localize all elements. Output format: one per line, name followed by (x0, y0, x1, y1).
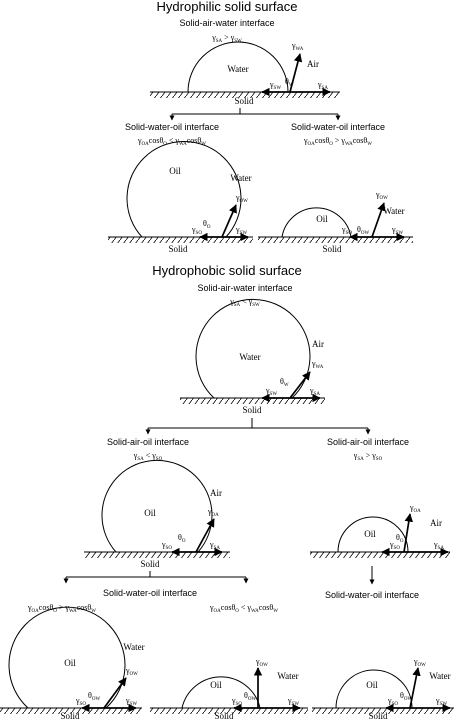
gamma-oa: $\gamma_{OA}$ (208, 507, 219, 518)
interface-label: Solid-water-oil interface (290, 122, 386, 132)
oil-droplet (127, 141, 241, 237)
branch-hydrophobic-sub (66, 571, 246, 583)
solid-label: Solid (234, 96, 254, 106)
oil-label: Oil (144, 508, 156, 518)
interface-label-after: Solid-water-oil interface (324, 590, 420, 600)
solid-label: Solid (140, 559, 160, 569)
panel-hydrophobic-sao-right (310, 437, 450, 600)
oil-label: Oil (364, 529, 376, 539)
gamma-so: $\gamma_{SO}$ (390, 540, 400, 551)
theta-o: $\theta_O$ (178, 533, 186, 544)
gamma-so: $\gamma_{SO}$ (388, 696, 398, 707)
hydrophilic-title: Hydrophilic solid surface (156, 0, 298, 14)
water-label: Water (429, 671, 451, 681)
relation-bottom-left: $\gamma_{OA}\cos\theta_O > \gamma_{WA}\cos\theta_W$ (27, 603, 97, 614)
gamma-ow: $\gamma_{OW}$ (256, 657, 268, 668)
oil-label: Oil (64, 658, 76, 668)
relation-oa-lt-wa: $\gamma_{OA}\cos\theta_O < \gamma_{WA}\cos\theta_W$ (137, 136, 207, 147)
air-label: Air (210, 488, 222, 498)
solid-label: Solid (214, 711, 234, 721)
oil-label: Oil (210, 680, 222, 690)
gamma-ow: $\gamma_{OW}$ (236, 193, 248, 204)
panel-hydrophobic-saw (180, 283, 325, 415)
interface-label: Solid-air-water interface (179, 18, 275, 28)
relation-sa-gt-sw: $\gamma_{SA} > \gamma_{SW}$ (212, 33, 242, 44)
theta-w: $\theta_W$ (285, 77, 294, 88)
oil-droplet (102, 460, 212, 552)
water-label: Water (239, 352, 261, 362)
gamma-so: $\gamma_{SO}$ (232, 696, 242, 707)
oil-label: Oil (366, 680, 378, 690)
interface-label: Solid-air-water interface (197, 283, 293, 293)
interface-label: Solid-water-oil interface (124, 122, 220, 132)
vector-ow (222, 205, 236, 237)
theta-o: $\theta_O$ (396, 533, 404, 544)
interface-label: Solid-air-oil interface (106, 437, 190, 447)
gamma-sa: $\gamma_{SA}$ (310, 386, 320, 397)
gamma-sa: $\gamma_{SA}$ (318, 80, 328, 91)
gamma-sa: $\gamma_{SA}$ (434, 540, 444, 551)
water-label: Water (277, 671, 299, 681)
solid-hatch (258, 237, 413, 243)
air-label: Air (430, 518, 442, 528)
oil-label: Oil (169, 166, 181, 176)
solid-label: Solid (242, 405, 262, 415)
relation-bottom-middle: $\gamma_{OA}\cos\theta_O < \gamma_{WA}\cos\theta_W$ (209, 603, 279, 614)
panel-hydrophobic-swo-left (0, 607, 145, 721)
vector-ow (410, 668, 418, 708)
gamma-wa: $\gamma_{WA}$ (292, 41, 304, 52)
gamma-so: $\gamma_{SO}$ (342, 225, 352, 236)
solid-hatch (180, 398, 325, 404)
gamma-ow: $\gamma_{OW}$ (376, 190, 388, 201)
solid-hatch (108, 237, 253, 243)
vector-oa (404, 514, 410, 552)
gamma-sw: $\gamma_{SW}$ (270, 80, 282, 91)
solid-label: Solid (60, 711, 80, 721)
relation-sa-gt-so: $\gamma_{SA} > \gamma_{SO}$ (353, 451, 383, 462)
panel-hydrophobic-swo-middle (150, 657, 308, 721)
gamma-so: $\gamma_{SO}$ (162, 540, 172, 551)
relation-sa-lt-sw: $\gamma_{SA} < \gamma_{SW}$ (230, 297, 260, 308)
solid-label: Solid (368, 711, 388, 721)
panel-hydrophobic-sao-left (84, 437, 230, 569)
gamma-sw: $\gamma_{SW}$ (266, 386, 278, 397)
gamma-sw: $\gamma_{SW}$ (236, 225, 248, 236)
branch-hydrophobic (148, 418, 368, 434)
gamma-wa: $\gamma_{WA}$ (312, 359, 324, 370)
vector-ow (372, 203, 384, 237)
gamma-sw: $\gamma_{SW}$ (392, 225, 404, 236)
relation-sa-lt-so: $\gamma_{SA} < \gamma_{SO}$ (133, 451, 163, 462)
gamma-so: $\gamma_{SO}$ (192, 225, 202, 236)
interface-label: Solid-air-oil interface (326, 437, 410, 447)
solid-hatch (84, 552, 230, 558)
vector-wa (290, 372, 310, 398)
branch-hydrophilic (172, 108, 338, 120)
theta-ow: $\theta_{OW}$ (357, 225, 370, 236)
panel-hydrophilic-saw (150, 18, 340, 106)
gamma-ow: $\gamma_{OW}$ (126, 666, 138, 677)
water-label: Water (230, 173, 252, 183)
panel-hydrophilic-swo-right (258, 122, 413, 254)
theta-ow: $\theta_{OW}$ (244, 691, 257, 702)
gamma-sw: $\gamma_{SW}$ (288, 696, 300, 707)
gamma-so: $\gamma_{SO}$ (76, 696, 86, 707)
theta-o: $\theta_O$ (203, 219, 211, 230)
theta-ow: $\theta_{OW}$ (400, 691, 413, 702)
gamma-sw: $\gamma_{SW}$ (126, 696, 138, 707)
water-label: Water (383, 206, 405, 216)
hydrophobic-title: Hydrophobic solid surface (152, 263, 302, 278)
panel-hydrophilic-swo-left (108, 122, 253, 254)
vector-ow (104, 678, 126, 708)
air-label: Air (312, 339, 324, 349)
water-droplet (196, 299, 310, 398)
solid-label: Solid (322, 244, 342, 254)
water-label: Water (227, 64, 249, 74)
gamma-oa: $\gamma_{OA}$ (410, 503, 421, 514)
gamma-sa: $\gamma_{SA}$ (210, 540, 220, 551)
panel-hydrophobic-swo-right (312, 657, 454, 721)
solid-hatch (310, 552, 450, 558)
theta-w: $\theta_W$ (280, 377, 289, 388)
solid-label: Solid (168, 244, 188, 254)
theta-ow: $\theta_{OW}$ (88, 691, 101, 702)
water-label: Water (123, 642, 145, 652)
oil-label: Oil (316, 214, 328, 224)
gamma-ow: $\gamma_{OW}$ (414, 657, 426, 668)
relation-oa-gt-wa: $\gamma_{OA}\cos\theta_O > \gamma_{WA}\cos\theta_W$ (303, 136, 373, 147)
interface-label-bottom: Solid-water-oil interface (102, 588, 198, 598)
air-label: Air (307, 59, 319, 69)
gamma-sw: $\gamma_{SW}$ (436, 696, 448, 707)
